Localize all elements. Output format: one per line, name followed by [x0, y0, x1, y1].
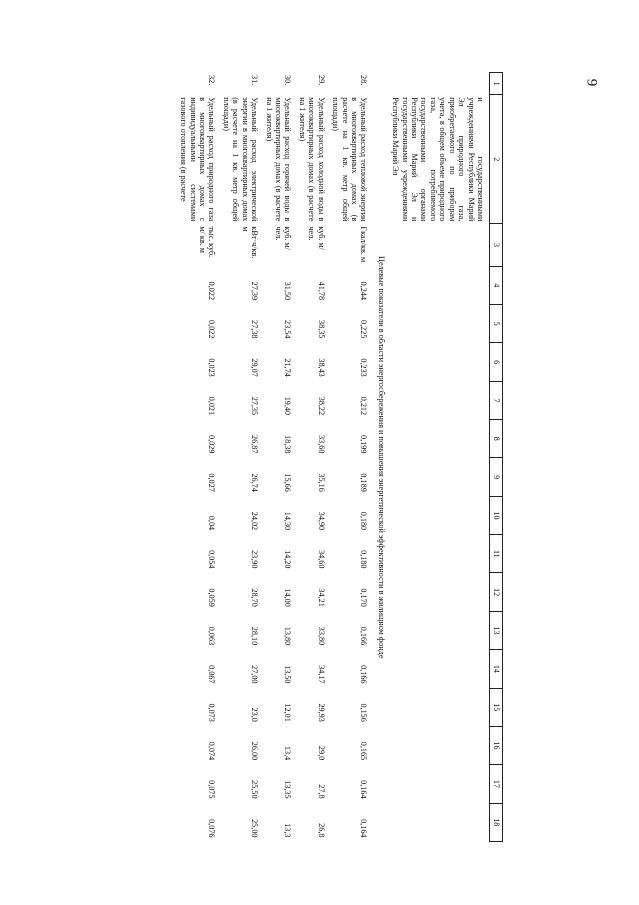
indicator-name: Удельный расход тепловой энергии в многоквартирных домах (в расчете на 1 кв. метр общей площади)	[331, 97, 369, 222]
column-header: 11	[490, 535, 503, 573]
value-cell: 26,74	[250, 473, 260, 492]
column-header: 2	[490, 95, 503, 224]
table-header	[490, 73, 503, 842]
value-cell: 13,4	[283, 745, 293, 761]
value-cell: 0,073	[207, 703, 217, 722]
continued-text: и государственными учреждениями Республики Марий Эл природного газа, приобретаемого по приборам учета, в общем объеме природного газа, потребляемого государственными органами Республики Марий Эл и государственными учреждениями Республики Марий Эл	[391, 97, 485, 222]
value-cell: 0,074	[207, 741, 217, 761]
row-number: 30.	[283, 75, 293, 86]
value-cell: 23,0	[250, 707, 260, 722]
value-cell: 13,3	[283, 823, 293, 838]
value-cell: 0,233	[359, 358, 369, 377]
value-cell: 0,244	[359, 281, 369, 301]
value-cell: 0,180	[359, 511, 369, 531]
value-cell: 28,10	[250, 626, 260, 646]
value-cell: 29,93	[316, 703, 326, 722]
column-header: 1	[490, 73, 503, 95]
unit: Гкал/кв. м	[359, 226, 369, 263]
value-cell: 0,166	[359, 626, 369, 646]
value-cell: 0,199	[359, 435, 369, 454]
value-cell: 23,90	[250, 550, 260, 569]
value-cell: 29,0	[316, 745, 326, 761]
value-cell: 26,87	[250, 435, 260, 454]
value-cell: 34,60	[316, 550, 326, 569]
value-cell: 33,80	[316, 626, 326, 646]
value-cell: 28,70	[250, 588, 260, 607]
value-cell: 0,189	[359, 473, 369, 492]
value-cell: 26,8	[316, 823, 326, 838]
value-cell: 0,067	[207, 665, 217, 684]
table-row	[263, 73, 296, 842]
value-cell: 0,029	[207, 435, 217, 454]
value-cell: 27,00	[250, 665, 260, 684]
value-cell: 41,78	[316, 281, 326, 301]
value-cell: 0,023	[207, 358, 217, 377]
column-header: 14	[490, 650, 503, 688]
value-cell: 0,063	[207, 626, 217, 646]
value-cell: 0,021	[207, 396, 217, 416]
column-header: 15	[490, 688, 503, 726]
value-cell: 0,164	[359, 819, 369, 838]
section-title: Целевые показатели в области энергосбережения и повышения энергетической эффективности в жилищном фонде	[376, 256, 386, 659]
value-cell: 38,35	[316, 320, 326, 339]
indicator-name: Удельный расход горячей воды в многоквартирных домах (в расчете на 1 жителя)	[264, 97, 293, 222]
value-cell: 25,50	[250, 780, 260, 799]
column-header: 16	[490, 726, 503, 764]
column-header: 10	[490, 496, 503, 534]
indicator-name: Удельный расход электрической энергии в многоквартирных домах (в расчете на 1 кв. метр общей площади)	[221, 97, 260, 222]
indicators-table	[178, 72, 503, 842]
table-body	[178, 73, 490, 842]
table-row	[330, 73, 373, 842]
section-row	[372, 73, 389, 842]
column-header: 13	[490, 611, 503, 649]
value-cell: 14,20	[283, 550, 293, 569]
page-number: 9	[583, 78, 600, 87]
value-cell: 27,39	[250, 281, 260, 301]
value-cell: 13,80	[283, 626, 293, 646]
column-header: 17	[490, 765, 503, 803]
column-header: 5	[490, 305, 503, 343]
value-cell: 19,40	[283, 396, 293, 416]
table-row	[178, 73, 221, 842]
value-cell: 27,38	[250, 320, 260, 339]
unit: тыс. куб. м/ кв. м	[198, 226, 217, 258]
table-row	[220, 73, 263, 842]
value-cell: 33,60	[316, 435, 326, 454]
indicator-name: Удельный расход холодной воды в многоквартирных домах (в расчете на 1 жителя)	[297, 97, 326, 222]
column-header: 3	[490, 224, 503, 266]
value-cell: 15,66	[283, 473, 293, 492]
row-number: 32.	[207, 75, 217, 86]
row-number: 31.	[250, 75, 260, 86]
value-cell: 0,180	[359, 550, 369, 569]
value-cell: 0,04	[207, 515, 217, 531]
value-cell: 0,166	[359, 665, 369, 684]
column-header: 4	[490, 266, 503, 304]
value-cell: 34,17	[316, 665, 326, 684]
table-row	[296, 73, 329, 842]
value-cell: 23,54	[283, 320, 293, 339]
continued-row	[390, 73, 490, 842]
value-cell: 21,74	[283, 358, 293, 377]
row-number: 29.	[316, 75, 326, 86]
column-header: 12	[490, 573, 503, 611]
value-cell: 13,35	[283, 780, 293, 799]
value-cell: 0,059	[207, 588, 217, 607]
column-header: 7	[490, 381, 503, 419]
value-cell: 14,00	[283, 588, 293, 607]
column-header: 6	[490, 343, 503, 381]
value-cell: 0,164	[359, 780, 369, 799]
value-cell: 26,00	[250, 741, 260, 761]
value-cell: 0,022	[207, 320, 217, 339]
value-cell: 29,07	[250, 358, 260, 377]
value-cell: 27,35	[250, 396, 260, 416]
unit: куб. м/чел.	[307, 226, 326, 250]
value-cell: 0,170	[359, 588, 369, 607]
value-cell: 0,076	[207, 819, 217, 838]
rotated-table-container	[135, 72, 503, 842]
value-cell: 38,43	[316, 358, 326, 377]
unit: кВт·ч/кв. м	[240, 226, 260, 259]
indicator-name: Удельный расход природного газа в многоквартирных домах с индивидуальными системами газового отопления (в расчете	[179, 97, 217, 222]
column-header: 8	[490, 420, 503, 458]
value-cell: 24,02	[250, 511, 260, 531]
value-cell: 0,054	[207, 550, 217, 569]
column-header: 18	[490, 803, 503, 841]
value-cell: 13,50	[283, 665, 293, 684]
value-cell: 25,00	[250, 819, 260, 838]
value-cell: 18,38	[283, 435, 293, 454]
value-cell: 35,16	[316, 473, 326, 492]
value-cell: 34,21	[316, 588, 326, 607]
value-cell: 0,156	[359, 703, 369, 722]
value-cell: 0,027	[207, 473, 217, 492]
value-cell: 0,075	[207, 780, 217, 799]
column-header: 9	[490, 458, 503, 496]
value-cell: 0,165	[359, 741, 369, 761]
value-cell: 34,90	[316, 511, 326, 531]
value-cell: 31,50	[283, 281, 293, 301]
value-cell: 0,022	[207, 281, 217, 301]
value-cell: 14,30	[283, 511, 293, 531]
value-cell: 38,22	[316, 396, 326, 416]
value-cell: 0,225	[359, 320, 369, 339]
unit: куб. м/чел.	[273, 226, 293, 250]
value-cell: 12,01	[283, 703, 293, 722]
value-cell: 27,8	[316, 784, 326, 799]
row-number: 28.	[359, 75, 369, 86]
value-cell: 0,212	[359, 396, 369, 416]
